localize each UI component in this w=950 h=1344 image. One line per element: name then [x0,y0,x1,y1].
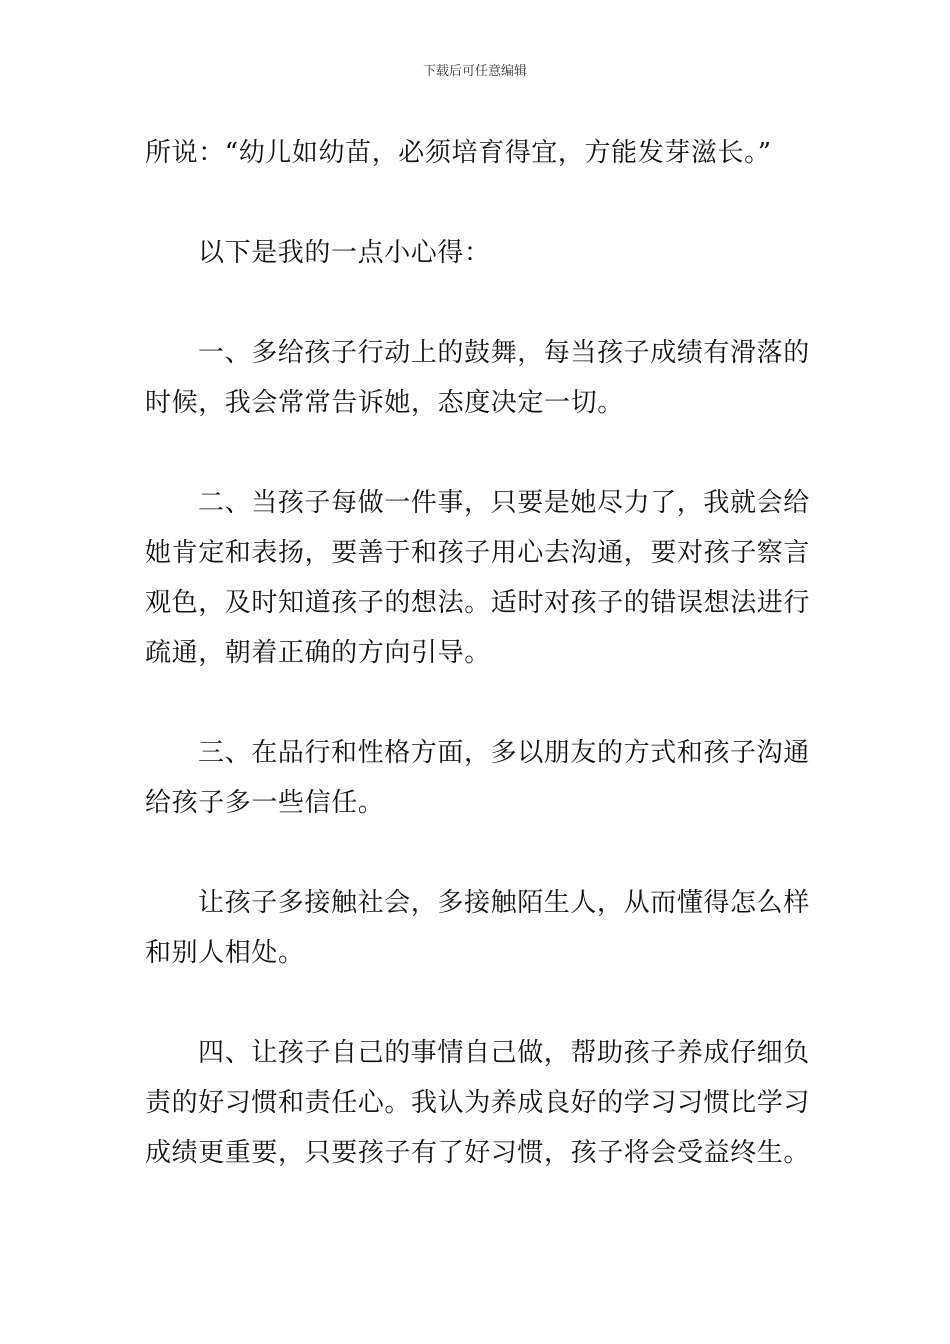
paragraph-intro [145,228,810,278]
paragraph-line: 所说：“幼儿如幼苗，必须培育得宜，方能发芽滋长。” [145,138,772,168]
paragraph-point-three [145,728,810,828]
paragraph-line: 让孩子多接触社会，多接触陌生人，从而懂得怎么样 [198,888,810,918]
paragraph-line: 四、让孩子自己的事情自己做，帮助孩子养成仔细负 [198,1038,810,1068]
paragraph-line: 她肯定和表扬，要善于和孩子用心去沟通，要对孩子察言 [145,538,811,568]
paragraph-line: 给孩子多一些信任。 [145,788,385,818]
paragraph-line: 和别人相处。 [145,938,305,968]
paragraph-line: 三、在品行和性格方面，多以朋友的方式和孩子沟通 [198,738,810,768]
paragraph-quote [145,128,810,178]
paragraph-line: 一、多给孩子行动上的鼓舞，每当孩子成绩有滑落的 [198,338,810,368]
paragraph-line: 观色，及时知道孩子的想法。适时对孩子的错误想法进行 [145,588,811,618]
paragraph-line: 时候，我会常常告诉她，态度决定一切。 [145,388,624,418]
paragraph-point-one [145,328,810,428]
paragraph-point-two [145,478,810,678]
paragraph-social [145,878,810,978]
paragraph-line: 责的好习惯和责任心。我认为养成良好的学习习惯比学习 [145,1088,811,1118]
paragraph-line: 二、当孩子每做一件事，只要是她尽力了，我就会给 [198,488,810,518]
paragraph-line: 疏通，朝着正确的方向引导。 [145,638,491,668]
paragraph-point-four [145,1028,810,1178]
document-body [145,128,810,1178]
paragraph-line: 成绩更重要，只要孩子有了好习惯，孩子将会受益终生。 [145,1138,811,1168]
page-header: 下载后可任意编辑 [422,64,527,79]
paragraph-line: 以下是我的一点小心得： [198,238,491,268]
